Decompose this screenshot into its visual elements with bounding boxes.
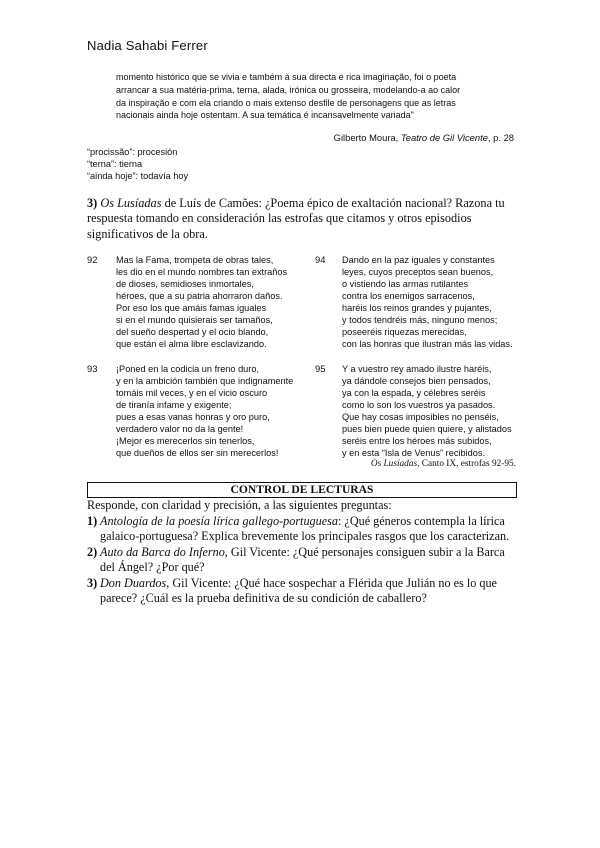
verse-line: y en la ambición también que indignamente [116, 376, 294, 387]
quote-source-author: Gilberto Moura, [333, 132, 401, 143]
verse-line: les dio en el mundo nombres tan extraños [116, 267, 288, 278]
question-text: , Gil Vicente: ¿Qué hace sospechar a Flérida que Julián no es lo que parece? ¿Cuál es la prueba definitiva de su condición de caballero? [100, 576, 497, 606]
verse-line: que están el alma libre esclavizando. [116, 339, 267, 350]
question-3-number: 3) [87, 196, 98, 210]
verse-line: haréis los reinos grandes y pujantes, [342, 303, 492, 314]
question-text: : ¿Qué géneros contempla la lírica galaico-portuguesa? Explica brevemente los principales rasgos que los caracterizan. [100, 514, 510, 544]
stanza-92 [116, 254, 287, 350]
stanza-93 [116, 363, 293, 459]
question-title: Don Duardos [100, 576, 167, 590]
verse-line: de tiranía infame y exigente; [116, 400, 232, 411]
verse-line: ¡Poned en la codicia un freno duro, [116, 364, 260, 374]
control-question-1 [87, 514, 517, 544]
glossary-item: “procissão”: procesión [87, 147, 178, 157]
quote-source-title: Teatro de Gil Vicente [400, 132, 488, 143]
glossary-item: “ainda hoje”: todavía hoy [87, 171, 189, 182]
verse-line: héroes, que a su patria ahorraron daños. [116, 291, 283, 302]
quote-line: momento histórico que se vivia e também à sua directa e rica imaginação, foi o poeta [116, 72, 457, 82]
verse-line: ya con la espada, y célebres seréis [342, 388, 486, 399]
glossary-item: “terna”: tierna [87, 159, 143, 170]
quote-line: da inspiração e com ela criando o mais extenso desfile de personagens que as letras [116, 97, 456, 108]
verse-line: Dando en la paz iguales y constantes [342, 255, 495, 265]
question-number: 1) [87, 514, 98, 528]
question-text: , Gil Vicente: ¿Qué personajes consiguen subir a la Barca del Ángel? ¿Por qué? [100, 545, 505, 575]
verse-line: poseeréis riquezas merecidas, [342, 327, 467, 338]
stanza-95 [342, 363, 512, 459]
verse-line: ¡Mejor es merecerlos sin tenerlos, [116, 436, 255, 447]
verse-line: pues bien puede quien quiere, y alistados [342, 424, 512, 435]
citation-title: Os Lusíadas [370, 459, 418, 469]
citation-rest: , Canto IX, estrofas 92-95. [417, 459, 516, 469]
quote-block [116, 71, 516, 122]
verse-line: con las honras que ilustran más las vidas. [342, 339, 513, 350]
verse-line: y en esta “Isla de Venus” recibidos. [342, 448, 485, 459]
question-number: 3) [87, 576, 98, 590]
control-question-3 [87, 576, 517, 606]
verse-line: del sueño despertad y el ocio blando, [116, 327, 269, 338]
question-title: Antología de la poesía lírica gallego-portuguesa [100, 514, 338, 528]
question-3 [87, 196, 517, 242]
verse-line: contra los enemigos sarracenos, [342, 291, 475, 302]
glossary [87, 146, 188, 183]
verse-line: Mas la Fama, trompeta de obras tales, [116, 255, 274, 265]
verse-line: ya dándole consejos bien pensados, [342, 376, 491, 387]
verse-line: como lo son los vuestros ya pasados. [342, 400, 496, 411]
stanza-94 [342, 254, 513, 350]
verse-line: Que hay cosas imposibles no penséis, [342, 412, 499, 423]
page-header-author: Nadia Sahabi Ferrer [87, 38, 208, 53]
verse-line: Por eso los que amáis famas iguales [116, 303, 267, 314]
quote-line: arrancar a sua matéria-prima, terna, alada, irónica ou grosseira, modelando-a ao calor [116, 84, 461, 95]
control-intro: Responde, con claridad y precisión, a las siguientes preguntas: [87, 498, 392, 512]
verse-line: leyes, cuyos preceptos sean buenos, [342, 267, 494, 278]
quote-source [200, 132, 514, 143]
question-3-text: de Luís de Camões: ¿Poema épico de exaltación nacional? Razona tu respuesta tomando en consideración las estrofas que citamos y otros episodios significativos de la obra. [87, 196, 505, 241]
verse-line: Y a vuestro rey amado ilustre haréis, [342, 364, 492, 374]
question-title: Auto da Barca do Inferno [100, 545, 225, 559]
verse-line: si en el mundo quisierais ser tamaños, [116, 315, 273, 326]
question-number: 2) [87, 545, 98, 559]
verse-line: tomáis mil veces, y en el vicio oscuro [116, 388, 268, 399]
verse-line: de dioses, semidioses inmortales, [116, 279, 254, 290]
verse-line: pues a esas vanas honras y oro puro, [116, 412, 270, 423]
verse-line: verdadero valor no da la gente! [116, 424, 244, 435]
verse-line: o vistiendo las armas rutilantes [342, 279, 469, 290]
poem-citation [340, 459, 516, 469]
stanza-number: 94 [315, 254, 326, 265]
stanza-number: 93 [87, 363, 98, 374]
verse-line: seréis entre los héroes más subidos, [342, 436, 492, 447]
stanza-number: 92 [87, 254, 98, 265]
control-question-2 [87, 545, 517, 575]
stanza-number: 95 [315, 363, 326, 374]
question-3-title: Os Lusíadas [100, 196, 162, 210]
verse-line: y todos tendréis más, ninguno menos; [342, 315, 498, 326]
quote-line: nacionais ainda hoje ostentam. A sua temática é incansavelmente variada" [116, 110, 414, 121]
control-heading-box: CONTROL DE LECTURAS [87, 482, 517, 498]
verse-line: que dueños de ellos ser sin merecerlos! [116, 448, 279, 459]
quote-source-page: , p. 28 [487, 132, 514, 143]
